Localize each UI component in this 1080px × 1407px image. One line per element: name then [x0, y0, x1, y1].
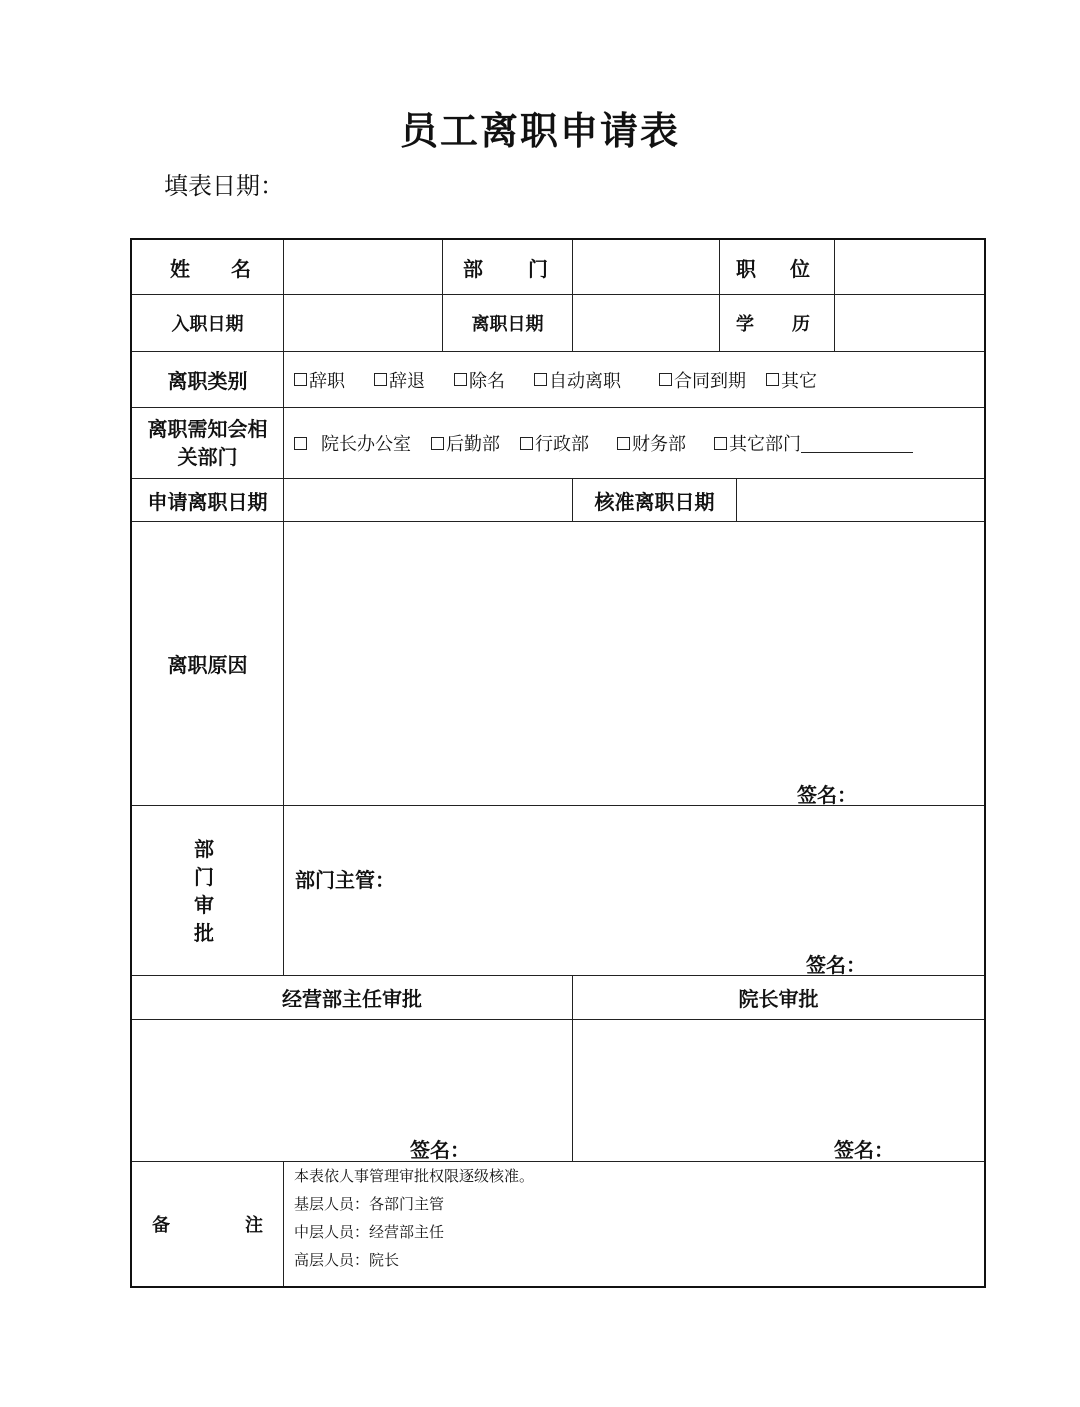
department-sign-label: 签名：: [806, 953, 866, 977]
reason-sign-label: 签名：: [797, 783, 857, 807]
apply-leave-date-field[interactable]: [284, 479, 572, 521]
name-field[interactable]: [284, 240, 442, 294]
checkbox-icon[interactable]: [454, 373, 467, 386]
checkbox-icon[interactable]: [659, 373, 672, 386]
option-self-leave[interactable]: 自动离职: [534, 367, 621, 393]
dean-approval-field[interactable]: [573, 1020, 984, 1161]
education-label: 学 历: [736, 314, 810, 335]
fill-date-label: 填表日期：: [164, 172, 284, 200]
leave-reason-label: 离职原因: [167, 653, 248, 677]
checkbox-icon[interactable]: [617, 437, 630, 450]
checkbox-icon[interactable]: [714, 437, 727, 450]
ops-director-approval-header: 经营部主任审批: [282, 987, 422, 1011]
option-dismissed[interactable]: 辞退: [374, 367, 425, 393]
department-field[interactable]: [573, 240, 719, 294]
dean-sign-label: 签名：: [834, 1138, 894, 1162]
notify-departments-label: 离职需知会相 关部门: [147, 417, 268, 469]
option-finance[interactable]: 财务部: [617, 430, 686, 456]
remarks-label: 备 注: [152, 1215, 263, 1236]
option-other[interactable]: 其它: [766, 367, 817, 393]
checkbox-icon[interactable]: [520, 437, 533, 450]
apply-leave-date-label: 申请离职日期: [147, 489, 268, 514]
dean-approval-header: 院长审批: [738, 987, 819, 1011]
checkbox-icon[interactable]: [294, 437, 307, 450]
ops-director-sign-label: 签名：: [410, 1138, 470, 1162]
remark-line: 高层人员：院长: [294, 1251, 400, 1269]
department-approval-label: 部 门 审 批: [194, 837, 214, 945]
name-label: 姓 名: [170, 256, 251, 281]
approve-leave-date-field[interactable]: [737, 479, 984, 521]
department-label: 部 门: [463, 256, 548, 281]
option-other-department[interactable]: 其它部门: [714, 430, 913, 456]
ops-director-approval-field[interactable]: [132, 1020, 572, 1161]
education-field[interactable]: [835, 295, 984, 351]
other-department-blank[interactable]: [801, 434, 913, 453]
approve-leave-date-label: 核准离职日期: [594, 489, 715, 514]
option-admin[interactable]: 行政部: [520, 430, 589, 456]
position-field[interactable]: [835, 240, 984, 294]
remark-line: 中层人员：经营部主任: [294, 1223, 445, 1241]
resignation-form: [130, 238, 986, 1288]
leave-date-label: 离职日期: [471, 314, 544, 335]
option-resign[interactable]: 辞职: [294, 367, 345, 393]
checkbox-icon[interactable]: [766, 373, 779, 386]
option-logistics[interactable]: 后勤部: [431, 430, 500, 456]
page-title: 员工离职申请表: [399, 108, 680, 153]
checkbox-icon[interactable]: [294, 373, 307, 386]
hire-date-label: 入职日期: [171, 314, 244, 335]
leave-type-options: [294, 352, 817, 407]
option-expelled[interactable]: 除名: [454, 367, 505, 393]
option-contract-expired[interactable]: 合同到期: [659, 367, 746, 393]
checkbox-icon[interactable]: [374, 373, 387, 386]
checkbox-icon[interactable]: [534, 373, 547, 386]
checkbox-icon[interactable]: [431, 437, 444, 450]
option-dean-office[interactable]: 院长办公室: [294, 430, 411, 456]
remark-line: 本表依人事管理审批权限逐级核准。: [294, 1167, 535, 1185]
position-label: 职 位: [736, 256, 810, 281]
remarks-text: [294, 1162, 534, 1274]
remark-line: 基层人员：各部门主管: [294, 1195, 445, 1213]
leave-date-field[interactable]: [573, 295, 719, 351]
department-supervisor-label: 部门主管：: [295, 868, 395, 892]
hire-date-field[interactable]: [284, 295, 442, 351]
leave-reason-field[interactable]: [284, 522, 984, 805]
notify-departments-options: [294, 408, 913, 478]
leave-type-label: 离职类别: [167, 369, 248, 393]
